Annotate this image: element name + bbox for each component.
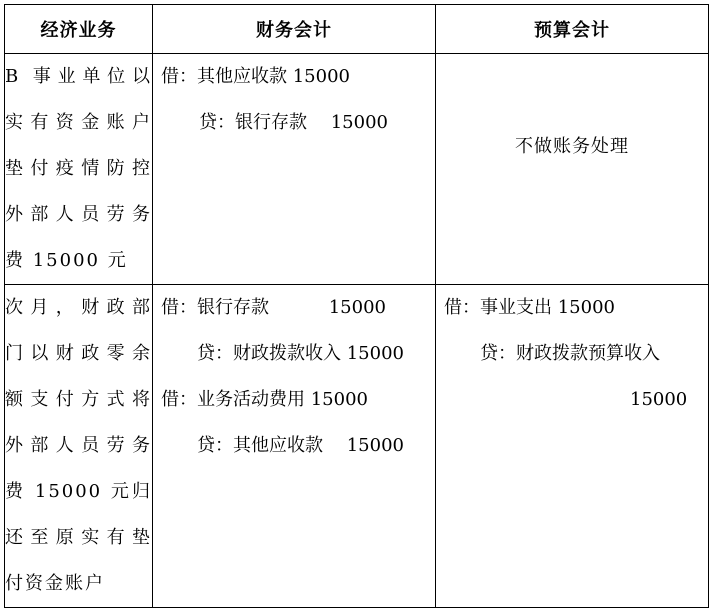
- business-line: 外部人员劳务: [5, 204, 152, 225]
- finance-cell: [153, 54, 436, 285]
- business-cell: [5, 54, 153, 285]
- entry-debit: 借：银行存款 15000: [161, 297, 386, 318]
- header-financial-accounting: 财务会计: [153, 5, 436, 54]
- business-line: 付资金账户: [5, 573, 105, 594]
- business-line: B 事业单位以: [5, 66, 152, 87]
- entry-debit: 借：事业支出 15000: [444, 297, 615, 318]
- business-line: 次月，财政部: [5, 297, 152, 318]
- business-line: 门以财政零余: [5, 343, 152, 364]
- business-line: 还至原实有垫: [5, 527, 152, 548]
- business-line: 垫付疫情防控: [5, 158, 152, 179]
- business-line: 费 15000 元归: [5, 481, 152, 502]
- business-line: 实有资金账户: [5, 112, 152, 133]
- budget-cell: [436, 285, 709, 608]
- accounting-table: [4, 4, 709, 608]
- entry-credit: 贷：财政拨款预算收入: [444, 343, 660, 364]
- business-line: 费 15000 元: [5, 250, 128, 271]
- entry-credit: 贷：财政拨款收入 15000: [161, 343, 404, 364]
- entry-credit: 贷：其他应收款 15000: [161, 435, 404, 456]
- table-row: [5, 285, 709, 608]
- entry-amount: 15000: [630, 389, 688, 410]
- budget-note: 不做账务处理: [515, 136, 629, 157]
- finance-cell: [153, 285, 436, 608]
- entry-credit: 贷：银行存款 15000: [163, 112, 388, 133]
- budget-cell: [436, 54, 709, 285]
- business-cell: [5, 285, 153, 608]
- business-line: 外部人员劳务: [5, 435, 152, 456]
- table-row: [5, 54, 709, 285]
- entry-debit: 借：业务活动费用 15000: [161, 389, 368, 410]
- entry-debit: 借：其他应收款 15000: [161, 66, 350, 87]
- business-line: 额支付方式将: [5, 389, 152, 410]
- header-row: [5, 5, 709, 54]
- header-budget-accounting: 预算会计: [436, 5, 709, 54]
- header-economic-business: 经济业务: [5, 5, 153, 54]
